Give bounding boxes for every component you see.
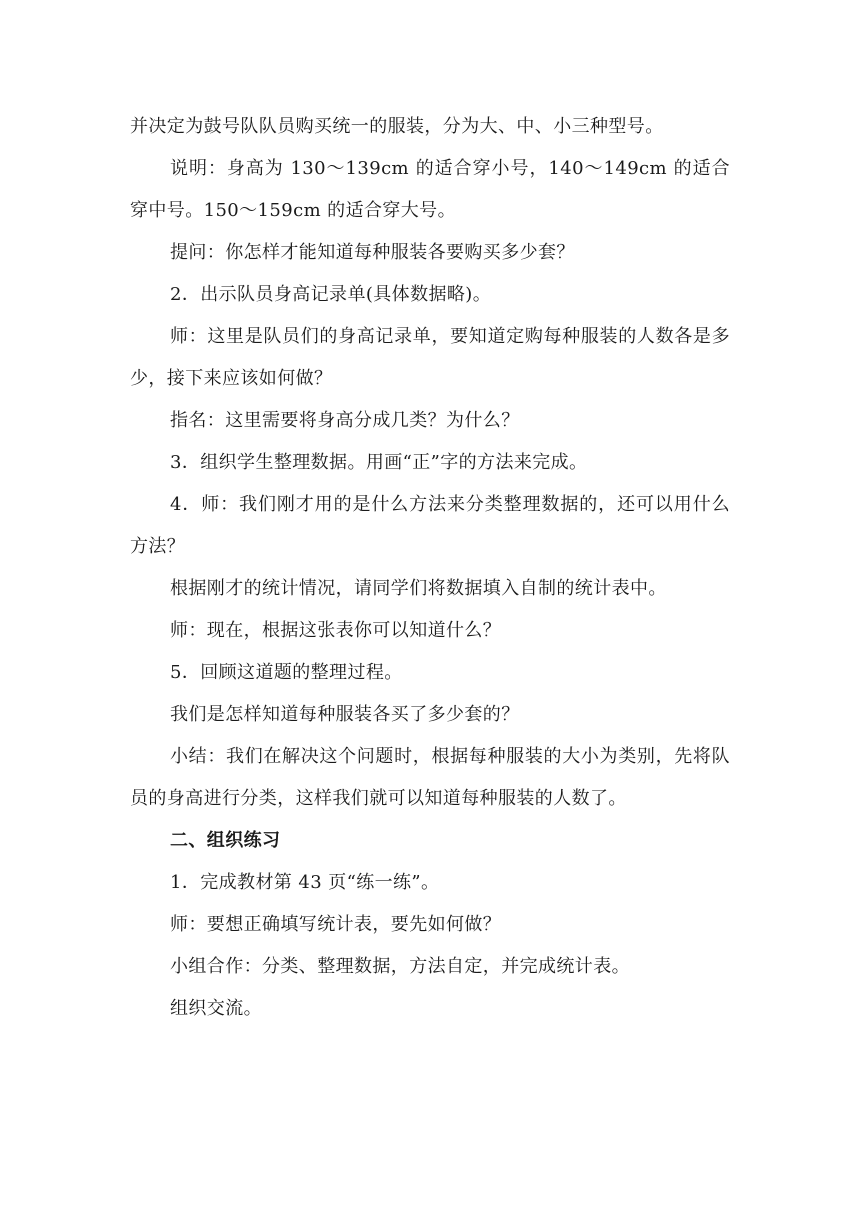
- document-body: [130, 106, 730, 1030]
- paragraph-how-know: 我们是怎样知道每种服装各买了多少套的？: [170, 704, 520, 725]
- paragraph-exercise-1: 1．完成教材第 43 页“练一练”。: [170, 872, 440, 893]
- paragraph-call-on: 指名：这里需要将身高分成几类？为什么？: [170, 410, 520, 431]
- paragraph-teacher-now: 师：现在，根据这张表你可以知道什么？: [170, 620, 502, 641]
- paragraph-step-3: 3．组织学生整理数据。用画“正”字的方法来完成。: [170, 452, 588, 473]
- paragraph-explanation: 说明：身高为 130～139cm 的适合穿小号，140～149cm 的适合穿中号。150～159cm 的适合穿大号。: [130, 158, 730, 221]
- paragraph-step-5: 5．回顾这道题的整理过程。: [170, 662, 403, 683]
- paragraph-teacher-table: 师：要想正确填写统计表，要先如何做？: [170, 914, 502, 935]
- paragraph-step-2: 2．出示队员身高记录单(具体数据略)。: [170, 284, 492, 305]
- paragraph-fill-table: 根据刚才的统计情况，请同学们将数据填入自制的统计表中。: [170, 578, 667, 599]
- paragraph-summary: 小结：我们在解决这个问题时，根据每种服装的大小为类别，先将队员的身高进行分类，这样我们就可以知道每种服装的人数了。: [130, 746, 730, 809]
- section-heading: 二、组织练习: [170, 830, 281, 851]
- paragraph-step-4: 4．师：我们刚才用的是什么方法来分类整理数据的，还可以用什么方法？: [130, 494, 730, 557]
- paragraph-continuation: 并决定为鼓号队队员购买统一的服装，分为大、中、小三种型号。: [130, 116, 664, 137]
- paragraph-teacher-record: 师：这里是队员们的身高记录单，要知道定购每种服装的人数各是多少，接下来应该如何做？: [130, 326, 730, 389]
- paragraph-question: 提问：你怎样才能知道每种服装各要购买多少套？: [170, 242, 575, 263]
- paragraph-group-work: 小组合作：分类、整理数据，方法自定，并完成统计表。: [170, 956, 630, 977]
- paragraph-exchange: 组织交流。: [170, 998, 262, 1019]
